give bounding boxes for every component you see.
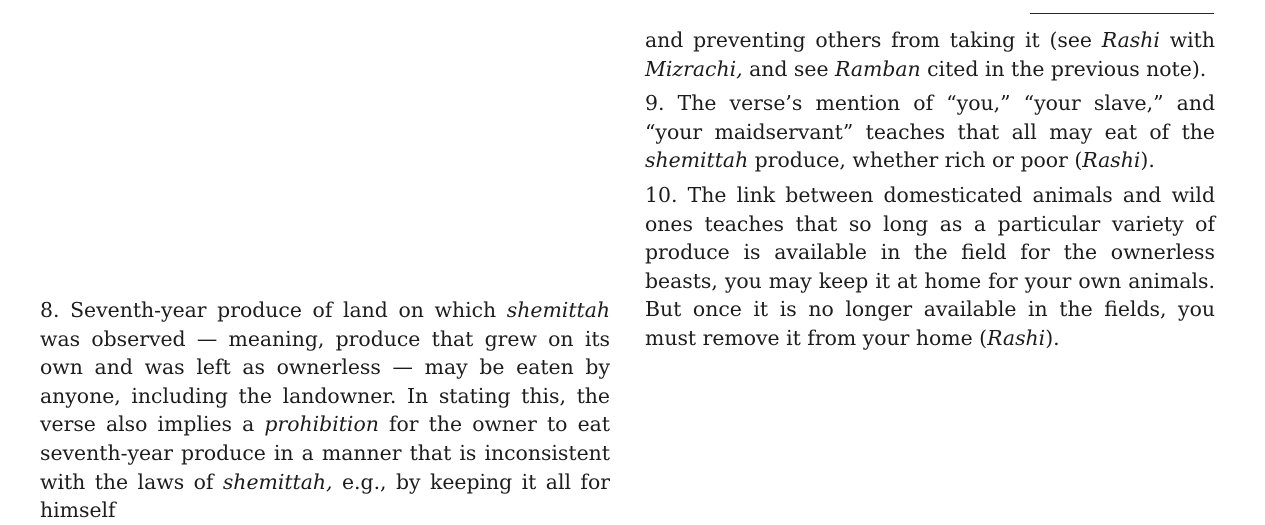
footnote-8: 8. Seventh-year produce of land on which shemittah was observed — meaning, produce that grew on its own and was left as ownerless — may be eaten by anyone, including the landowner. In stating this, the verse also implies a prohibition for the owner to eat seventh-year produce in a manner that is inconsistent with the laws of shemittah, e.g., by keeping it all for himself	[40, 298, 610, 523]
footnote-10: 10. The link between domesticated animals and wild ones teaches that so long as a particular variety of produce is available in the field for the ownerless beasts, you may keep it at home for your own animals. But once it is no longer available in the fields, you must remove it from your home (Rashi).	[645, 182, 1215, 350]
left-column	[40, 296, 610, 525]
footnote-8-continuation: and preventing others from taking it (see Rashi with Mizrachi, and see Ramban cited in the previous note).	[645, 28, 1215, 81]
right-column	[645, 26, 1215, 353]
footnote-9: 9. The verse’s mention of “you,” “your slave,” and “your maidservant” teaches that all may eat of the shemittah produce, whether rich or poor (Rashi).	[645, 91, 1215, 173]
footnote-separator-rule	[1030, 13, 1214, 14]
footnote-number: 9.	[645, 91, 665, 116]
footnote-number: 10.	[645, 182, 678, 207]
footnote-number: 8.	[40, 298, 60, 322]
